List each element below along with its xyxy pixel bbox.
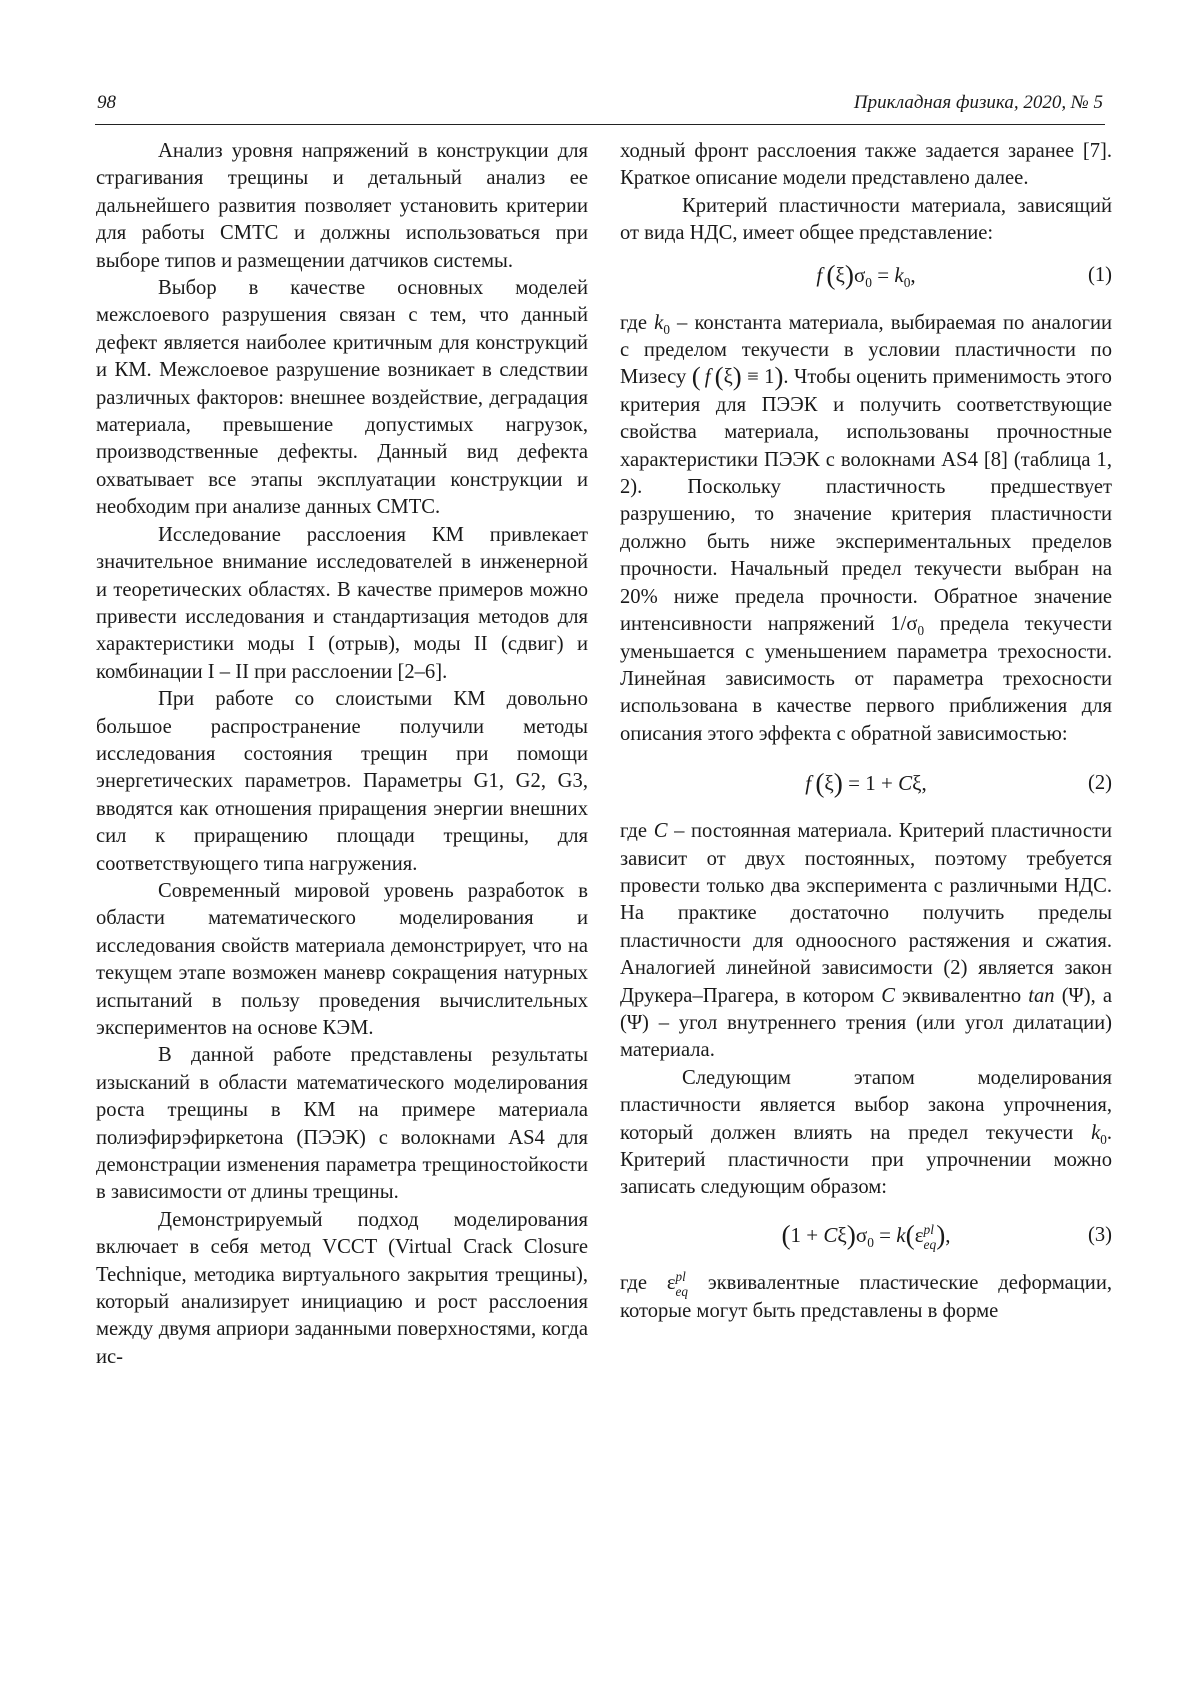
- paragraph: Демонстрируемый подход моделирования включает в себя метод VCCT (Virtual Crack Closure Technique, методика виртуального закрытия трещины), который анализирует инициацию и рост расслоения между двумя априори заданными поверхностями, когда ис-: [96, 1208, 588, 1368]
- inline-formula: ( f (ξ) ≡ 1): [691, 361, 784, 392]
- equation-2: [620, 764, 1112, 804]
- paragraph: Исследование расслоения КМ привлекает значительное внимание исследователей в инженерной и теоретических областях. В качестве примеров можно привести исследования и стандартизация методов для характеристики моды I (отрыв), моды II (сдвиг) и комбинации I – II при расслоении [2–6].: [96, 523, 588, 683]
- inline-formula: ε pl eq: [666, 1268, 688, 1300]
- left-column: [96, 138, 588, 1371]
- journal-reference: Прикладная физика, 2020, № 5: [853, 92, 1103, 113]
- paragraph: где C – постоянная материала. Критерий пластичности зависит от двух постоянных, поэтому требуется провести только два эксперимента с различными НДС. На практике достаточно получить пределы пластичности для одноосного растяжения и сжатия. Аналогией линейной зависимости (2) является закон Друкера–Прагера, в котором C эквивалентно tan (Ψ), а (Ψ) – угол внутреннего трения (или угол дилатации) материала.: [620, 820, 1112, 1062]
- equation-formula: f (ξ) = 1 + Cξ,: [805, 768, 927, 799]
- equation-formula: $(1 + C\xi)\sigma_0 = k(\varepsilon$ pl eq ),: [781, 1219, 951, 1252]
- paragraph: Анализ уровня напряжений в конструкции для страгивания трещины и детальный анализ ее дальнейшего развития позволяет установить критерии для работы СМТС и должны использоваться при выборе типов и размещении датчиков системы.: [96, 140, 588, 272]
- paragraph: где $k_0$ – константа материала, выбираемая по аналогии с пределом текучести в условии пластичности по Мизесу ( f (ξ) ≡ 1). Чтобы оценить применимость этого критерия для ПЭЭК и получить соответствующие свойства материала, использованы прочностные характеристики ПЭЭК с волокнами AS4 [8] (таблица 1, 2). Поскольку пластичность предшествует разрушению, то значение критерия пластичности должно быть ниже экспериментальных пределов прочности. Начальный предел текучести выбран на 20% ниже предела прочности. Обратное значение интенсивности напряжений $1/\sigma_0$ предела текучести уменьшается с уменьшением параметра трехосности. Линейная зависимость от параметра трехосности использована в качестве первого приближения для описания этого эффекта с обратной зависимостью:: [620, 311, 1113, 745]
- paragraph: В данной работе представлены результаты изысканий в области математического моделирования роста трещины в КМ на примере материала полиэфирэфиркетона (ПЭЭК) с волокнами AS4 для демонстрации изменения параметра трещиностойкости в зависимости от длины трещины.: [96, 1044, 588, 1204]
- right-column: [620, 138, 1112, 1326]
- paragraph: Современный мировой уровень разработок в области математического моделирования и исследования свойств материала демонстрирует, что на текущем этапе возможен маневр сокращения натурных испытаний в пользу проведения вычислительных экспериментов на основе КЭМ.: [96, 879, 588, 1039]
- paragraph: При работе со слоистыми КМ довольно большое распространение получили методы исследования состояния трещин при помощи энергетических параметров. Параметры G1, G2, G3, вводятся как отношения приращения энергии внешних сил к приращению площади трещины, для соответствующего типа нагружения.: [96, 688, 588, 875]
- page-number: 98: [97, 92, 116, 113]
- paragraph: где ε pl eq эквивалентные пластические деформации, которые могут быть представлены в форме: [620, 1268, 1112, 1323]
- equation-number: (1): [1087, 263, 1112, 286]
- equation-formula: f $(\xi)\sigma_0 = k_0$,: [816, 259, 916, 290]
- paragraph: ходный фронт расслоения также задается заранее [7]. Краткое описание модели представлено далее.: [620, 140, 1112, 190]
- equation-3: [620, 1216, 1112, 1256]
- paragraph: Критерий пластичности материала, зависящий от вида НДС, имеет общее представление:: [620, 194, 1112, 245]
- equation-1: [620, 256, 1112, 296]
- paragraph: Следующим этапом моделирования пластичности является выбор закона упрочнения, который должен влиять на предел текучести $k_0$. Критерий пластичности при упрочнении можно записать следующим образом:: [620, 1066, 1112, 1199]
- paragraph: Выбор в качестве основных моделей межслоевого разрушения связан с тем, что данный дефект является наиболее критичным для конструкций и КМ. Межслоевое разрушение возникает в следствии различных факторов: внешнее воздействие, деградация материала, превышение допустимых нагрузок, производственные дефекты. Данный вид дефекта охватывает все этапы эксплуатации конструкции и необходим при анализе данных СМТС.: [96, 277, 588, 519]
- equation-number: (2): [1087, 772, 1112, 795]
- running-header: [95, 92, 1105, 125]
- equation-number: (3): [1087, 1223, 1112, 1246]
